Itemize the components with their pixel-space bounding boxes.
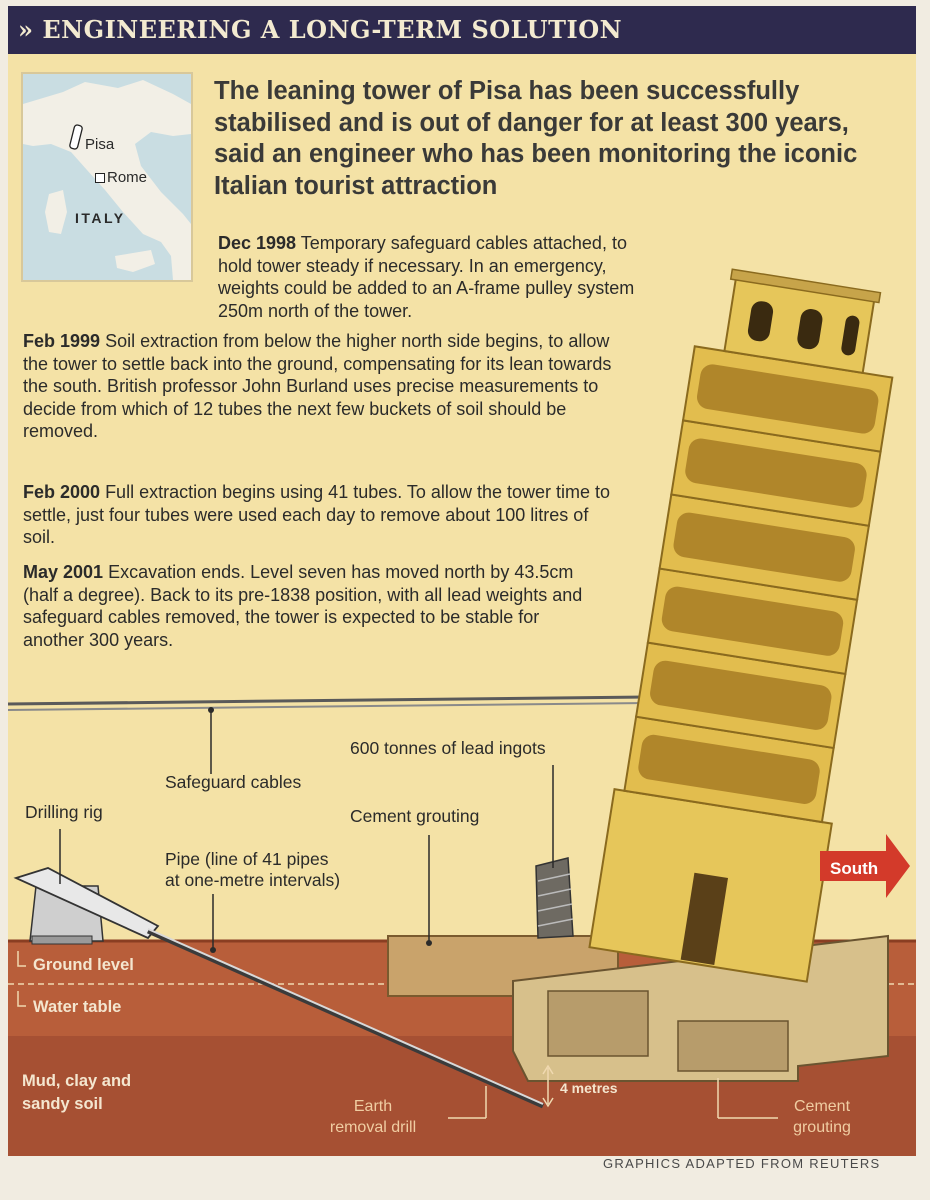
lead-ingots-stack (536, 858, 573, 938)
label-soil-2: sandy soil (22, 1095, 103, 1113)
label-pipe: Pipe (line of 41 pipes (165, 849, 329, 869)
timeline-date: Feb 2000 (23, 482, 101, 502)
foundation-footing-right (678, 1021, 788, 1071)
timeline-date: Dec 1998 (218, 233, 297, 253)
label-drilling-rig: Drilling rig (25, 802, 103, 822)
label-soil: Mud, clay and (22, 1072, 132, 1090)
label-depth: 4 metres (560, 1080, 618, 1096)
timeline-text: Full extraction begins using 41 tubes. To allow the tower time to settle, just four tubes were used each day to remove about 100 litres of soil. (23, 482, 611, 547)
label-safeguard-cables: Safeguard cables (165, 772, 302, 792)
map-label-pisa: Pisa (85, 136, 115, 153)
safeguard-cable (8, 697, 648, 704)
label-cement-grouting-lower (778, 1096, 866, 1138)
label-earth-removal-drill (313, 1096, 433, 1138)
label-pipe-2: at one-metre intervals) (165, 870, 341, 890)
label-cement-grouting-lower-2: grouting (793, 1119, 851, 1136)
label-earth-removal-drill-2: removal drill (329, 1119, 417, 1136)
timeline-text: Excavation ends. Level seven has moved north by 43.5cm (half a degree). Back to its pre-1838 position, with all lead weights and safeguard cables removed, the tower is expected to be stable for another 300 years. (23, 562, 583, 650)
label-lead-ingots: 600 tonnes of lead ingots (350, 738, 546, 758)
timeline-date: Feb 1999 (23, 331, 101, 351)
map-label-rome: Rome (107, 169, 148, 186)
label-water-table: Water table (33, 998, 122, 1016)
timeline-text: Temporary safeguard cables attached, to hold tower steady if necessary. In an emergency, weights could be added to an A-frame pulley system 250m north of the tower. (218, 233, 635, 321)
timeline-date: May 2001 (23, 562, 104, 582)
foundation-footing-left (548, 991, 648, 1056)
timeline-text: Soil extraction from below the higher north side begins, to allow the tower to settle back into the ground, compensating for its lean towards the south. British professor John Burland uses precise measurements to decide from which of 12 tubes the next few buckets of soil should be removed. (23, 331, 612, 441)
infographic-panel (8, 6, 916, 1156)
cable-anchor-dot (208, 707, 214, 713)
label-earth-removal-drill-1: Earth (353, 1098, 393, 1115)
pipe-marker-dot (210, 947, 216, 953)
label-south: South (830, 859, 879, 878)
label-ground-level: Ground level (33, 956, 134, 974)
drilling-rig (16, 868, 158, 944)
map-label-italy: ITALY (75, 210, 126, 226)
label-cement-grouting: Cement grouting (350, 806, 480, 826)
header-title: » ENGINEERING A LONG-TERM SOLUTION (18, 15, 623, 44)
headline: The leaning tower of Pisa has been successfully stabilised and is out of danger for at least 300 years, said an engineer who has been monitoring the iconic Italian tourist attraction (214, 77, 858, 200)
label-cement-grouting-lower-1: Cement (793, 1098, 851, 1115)
grout-marker-dot (426, 940, 432, 946)
graphics-credit: GRAPHICS ADAPTED FROM REUTERS (603, 1156, 881, 1171)
tower-diagram (8, 6, 916, 1156)
